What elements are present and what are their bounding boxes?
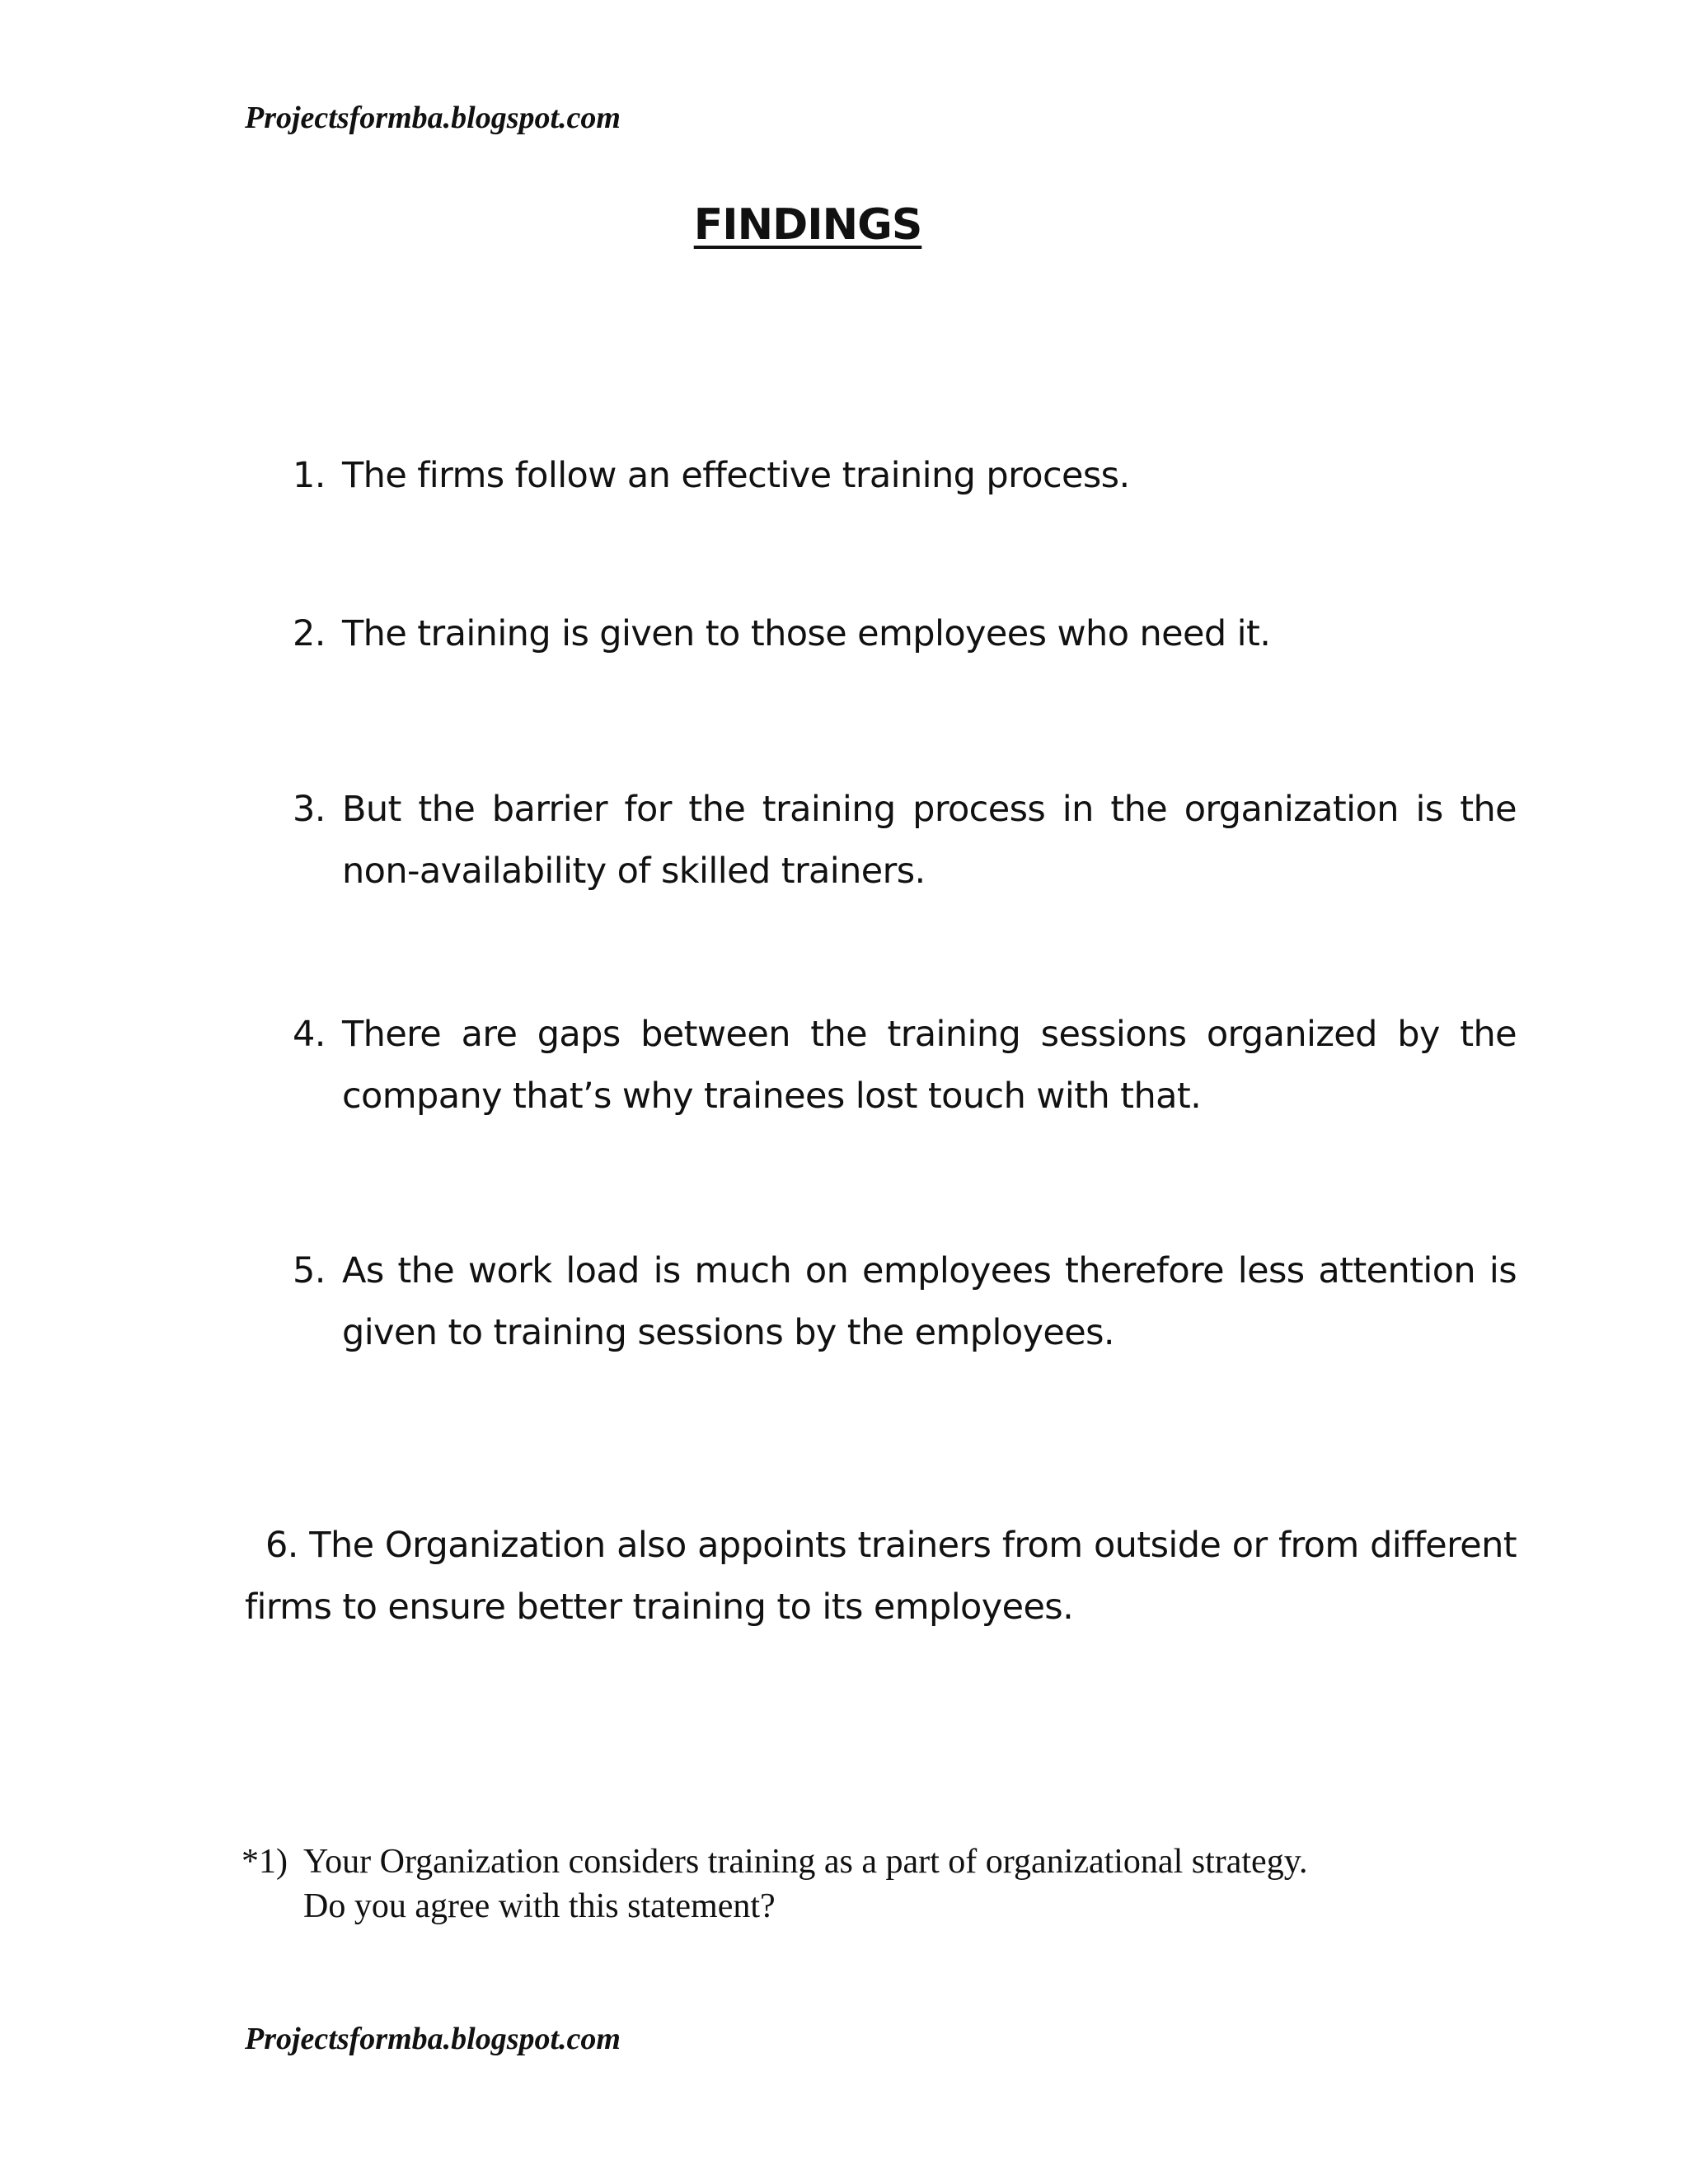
finding-item-4 [293,1004,1517,1127]
survey-question-note [241,1840,1560,1929]
footer-site-link: Projectsformba.blogspot.com [245,2022,621,2056]
finding-text: As the work load is much on employees therefore less attention is given to training sessions by the employees. [342,1250,1517,1353]
finding-text: But the barrier for the training process in the organization is the non-availability of skilled trainers. [342,789,1517,892]
finding-item-2 [293,603,1517,665]
finding-number: 2. [293,613,326,654]
finding-item-1 [293,445,1517,507]
finding-text: The firms follow an effective training process. [342,455,1130,496]
finding-text: The training is given to those employees who need it. [342,613,1271,654]
header-site-link: Projectsformba.blogspot.com [245,101,621,135]
page-title [0,202,1615,249]
finding-number: 4. [293,1014,326,1055]
finding-number: 3. [293,789,326,830]
finding-item-3 [293,779,1517,902]
finding-number: 5. [293,1250,326,1291]
finding-number: 1. [293,455,326,496]
note-line-2: Do you agree with this statement? [303,1887,776,1925]
finding-item-6: 6. The Organization also appoints trainers from outside or from different firms to ensure better training to its employees. [245,1525,1517,1628]
finding-item-5 [293,1240,1517,1364]
finding-text: There are gaps between the training sessions organized by the company that’s why trainees lost touch with that. [342,1014,1517,1117]
note-marker: *1) [241,1843,288,1881]
note-line-1: Your Organization considers training as a part of organizational strategy. [303,1843,1308,1881]
page-title-text: FINDINGS [693,200,922,250]
